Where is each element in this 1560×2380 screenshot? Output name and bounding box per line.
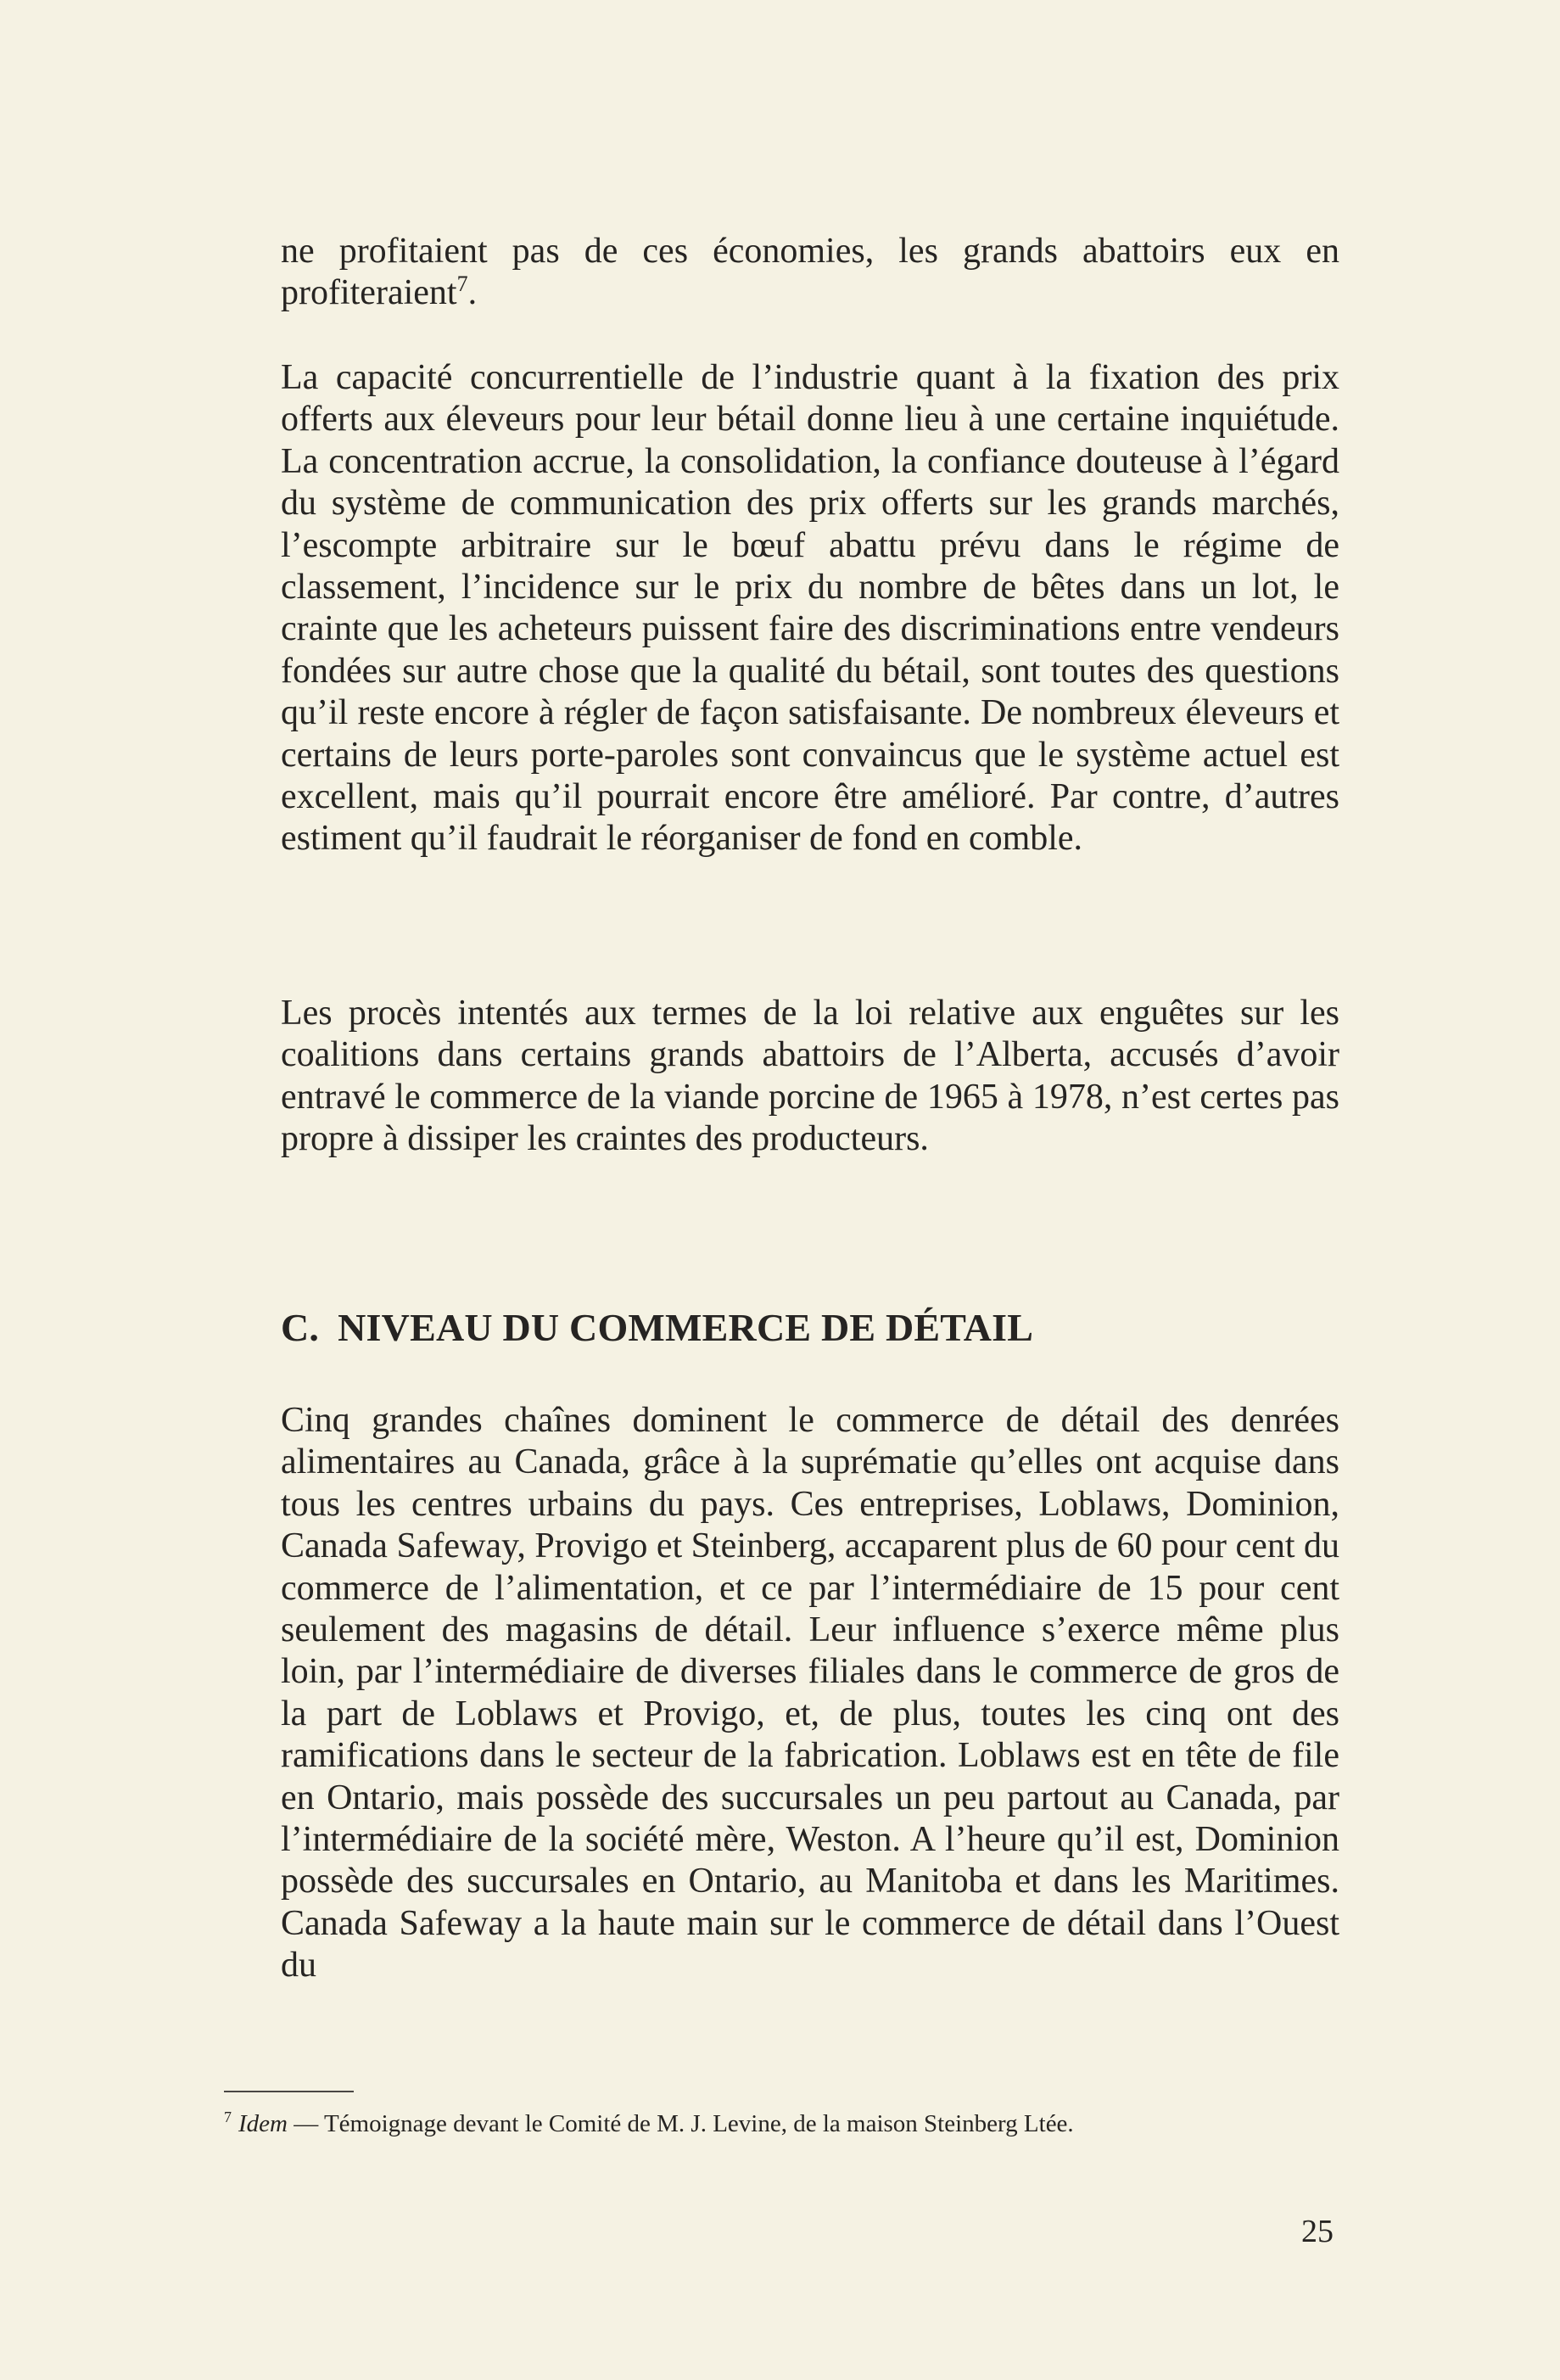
footnote-divider <box>224 2091 354 2092</box>
paragraph-coalitions-trials: Les procès intentés aux termes de la loi relative aux enguêtes sur les coalitions dans certains grands abattoirs de l’Alberta, accusés d’avoir entravé le commerce de la viande porcine de 1965 à 1978, n’est certes pas propre à dissiper les craintes des producteurs. <box>281 994 1339 1159</box>
paragraph-competitive-capacity: La capacité concurrentielle de l’industrie quant à la fixation des prix offerts aux éleveurs pour leur bétail donne lieu à une certaine inquiétude. La concentration accrue, la consolidation, la confiance douteuse à l’égard du système de communication des prix offerts sur les grands marchés, l’escompte arbitraire sur le bœuf abattu prévu dans le régime de classement, l’incidence sur le prix du nombre de bêtes dans un lot, le crainte que les acheteurs puissent faire des discriminations entre vendeurs fondées sur autre chose que la qualité du bétail, sont toutes des questions qu’il reste encore à régler de façon satisfaisante. De nombreux éleveurs et certains de leurs porte-paroles sont convaincus que le système actuel est excellent, mais qu’il pourrait encore être amélioré. Par contre, d’autres estiment qu’il faudrait le réorganiser de fond en comble. <box>281 358 1339 859</box>
section-heading-letter: C. <box>281 1306 320 1349</box>
footnote-text: — Témoignage devant le Comité de M. J. Levine, de la maison Steinberg Ltée. <box>287 2110 1074 2137</box>
footnote <box>224 2108 1344 2140</box>
footnote-number: 7 <box>224 2108 232 2126</box>
paragraph-continuation-text: ne profitaient pas de ces économies, les grands abattoirs eux en profiteraient <box>281 232 1339 313</box>
footnote-reference: 7 <box>456 272 468 297</box>
page-number: 25 <box>1301 2214 1334 2249</box>
section-heading-title: NIVEAU DU COMMERCE DE DÉTAIL <box>338 1306 1034 1349</box>
section-heading <box>281 1305 1033 1350</box>
paragraph-retail-chains: Cinq grandes chaînes dominent le commerce de détail des denrées alimentaires au Canada, grâce à la suprématie qu’elles ont acquise dans tous les centres urbains du pays. Ces entreprises, Loblaws, Dominion, Canada Safeway, Provigo et Steinberg, accaparent plus de 60 pour cent du commerce de l’alimentation, et ce par l’intermédiaire de 15 pour cent seulement des magasins de détail. Leur influence s’exerce même plus loin, par l’intermédiaire de diverses filiales dans le commerce de gros de la part de Loblaws et Provigo, et, de plus, toutes les cinq ont des ramifications dans le secteur de la fabrication. Loblaws est en tête de file en Ontario, mais possède des succursales un peu partout au Canada, par l’intermédiaire de la société mère, Weston. A l’heure qu’il est, Dominion possède des succursales en Ontario, au Manitoba et dans les Maritimes. Canada Safeway a la haute main sur le commerce de détail dans l’Ouest du <box>281 1401 1339 1985</box>
paragraph-continuation <box>281 231 1339 315</box>
footnote-idem: Idem <box>238 2110 288 2137</box>
paragraph-continuation-end: . <box>467 273 478 313</box>
